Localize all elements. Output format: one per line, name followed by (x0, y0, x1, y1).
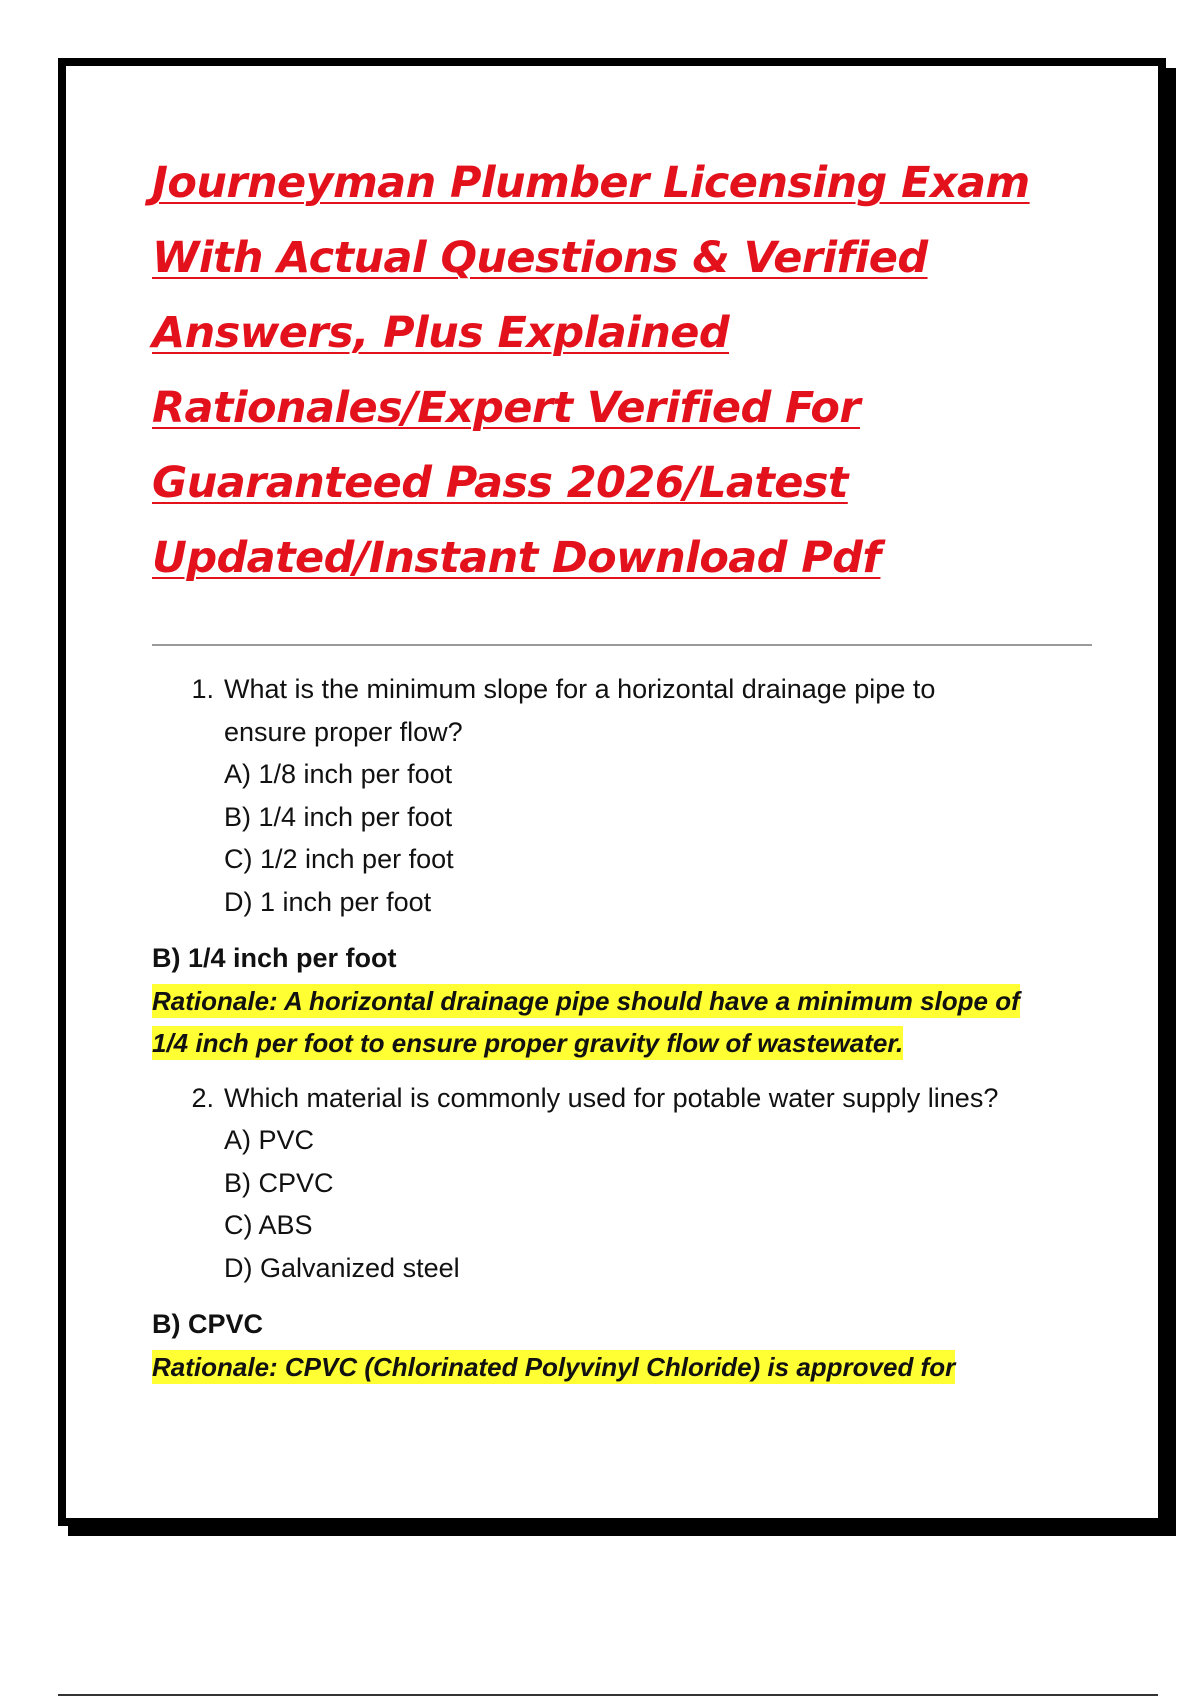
title-line: Guaranteed Pass 2026/Latest (152, 458, 848, 508)
question-row (152, 668, 1092, 753)
question-number: 2. (191, 1082, 214, 1113)
option-c: C) ABS (224, 1210, 313, 1240)
question-row (152, 1077, 1092, 1120)
rationale-line: 1/4 inch per foot to ensure proper gravity flow of wastewater. (152, 1028, 904, 1058)
title-line: Answers, Plus Explained (152, 308, 730, 358)
bottom-rule (58, 1694, 1158, 1696)
options-list (152, 1119, 1092, 1289)
page-content (152, 146, 1092, 1388)
option-a: A) 1/8 inch per foot (224, 759, 453, 789)
option-a: A) PVC (224, 1125, 315, 1155)
rationale-1 (152, 980, 1092, 1065)
question-1 (152, 668, 1092, 923)
section-divider (152, 644, 1092, 646)
title-line: With Actual Questions & Verified (152, 233, 928, 283)
question-text (224, 1077, 1092, 1120)
title-line: Rationales/Expert Verified For (152, 383, 860, 433)
option-b: B) 1/4 inch per foot (224, 801, 453, 832)
option-b: B) CPVC (224, 1167, 334, 1198)
question-text (224, 668, 1092, 753)
rationale-2 (152, 1346, 1092, 1389)
title-line: Journeyman Plumber Licensing Exam (152, 158, 1030, 208)
question-number: 1. (191, 674, 214, 704)
title-line: Updated/Instant Download Pdf (152, 533, 881, 583)
option-d: D) 1 inch per foot (224, 886, 432, 917)
document-title (152, 146, 1092, 596)
option-d: D) Galvanized steel (224, 1252, 460, 1283)
option-c: C) 1/2 inch per foot (224, 844, 454, 874)
answer-1: B) 1/4 inch per foot (152, 943, 397, 973)
question-text-line: What is the minimum slope for a horizontal drainage pipe to (224, 674, 936, 704)
question-text-line: ensure proper flow? (224, 716, 463, 747)
question-text-line: Which material is commonly used for potable water supply lines? (224, 1082, 999, 1113)
rationale-line: Rationale: CPVC (Chlorinated Polyvinyl Chloride) is approved for (152, 1351, 956, 1382)
answer-2: B) CPVC (152, 1309, 264, 1339)
options-list (152, 753, 1092, 923)
page-frame (58, 58, 1166, 1526)
rationale-line: Rationale: A horizontal drainage pipe should have a minimum slope of (152, 985, 1020, 1016)
question-2 (152, 1077, 1092, 1290)
